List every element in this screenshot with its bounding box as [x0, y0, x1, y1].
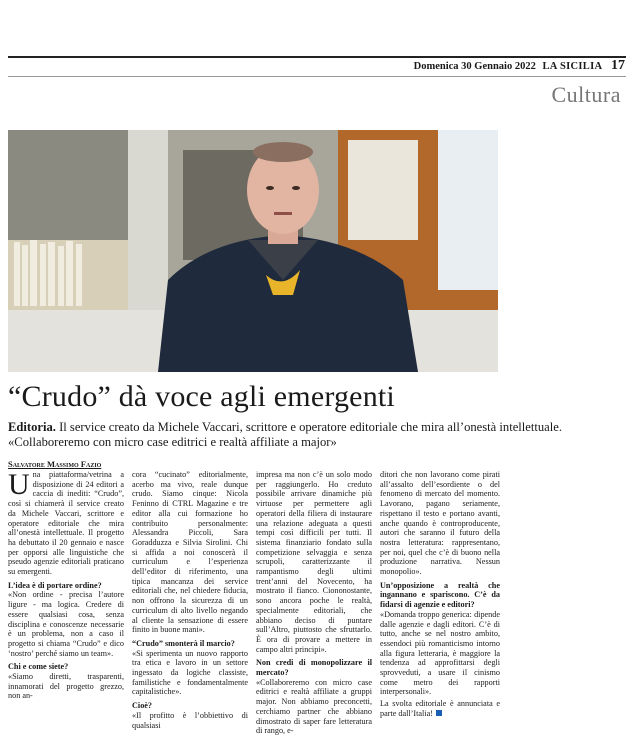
section-rule — [8, 76, 626, 77]
issue-date: Domenica 30 Gennaio 2022 — [413, 61, 536, 72]
closing-line: La svolta editoriale è annunciata e parte dall’Italia! — [380, 699, 500, 718]
question: Un’opposizione a realtà che ingannano e spariscono. C’è da fidarsi di agenzie e editori? — [380, 580, 500, 610]
article-author: Salvatore Massimo Fazio — [8, 459, 102, 469]
drop-cap: U — [8, 468, 30, 501]
portrait-illustration — [8, 130, 498, 372]
article-photo — [8, 130, 498, 372]
paragraph: «Si sperimenta un nuovo rapporto tra etica e lavoro in un settore ingessato da logiche classiste, familistiche e fondamentalmente capitalistiche». — [132, 648, 248, 697]
paragraph: «Collaboreremo con micro case editrici e realtà affiliate a gruppi major. Non abbiamo preconcetti, cerchiamo partner che abbiano dimostrato di saper fare letteratura di rango, e- — [256, 677, 372, 736]
paragraph: na piattaforma/vetrina a disposizione di 24 editori a caccia di inediti: “Crudo”, così si chiamerà il service creato da Michele Vaccari, scrittore e operatore editoriale che mira all’onestà intellettuale. Il progetto ha debuttato il 20 gennaio e nasce per opporsi alle linguistiche che pseudo agenzie editoriali praticano su emergenti. — [8, 470, 124, 577]
newspaper-name: LA SICILIA — [542, 61, 603, 72]
page-header — [414, 58, 625, 74]
column-3 — [256, 470, 372, 736]
paragraph: ditori che non lavorano come pirati all’assalto dell’esordiente o del fenomeno di mercato del momento. Lavorano, pagano seriamente, rispettano il testo e portano avanti, anche quando è controproducente, autori che saranno il futuro della nostra letteratura: rappresentano, per noi, quel che c’è di buono nella produzione narrativa. Nessun monopolio». — [380, 470, 500, 577]
question: Chi e come siete? — [8, 662, 69, 672]
page-number: 17 — [611, 58, 625, 73]
column-2 — [132, 470, 248, 730]
paragraph: cora “cucinato” editorialmente, acerbo ma vivo, reale dunque crudo. Siamo cinque: Nicola Feninno di CTRL Magazine e tre editor alla cui formazione ho contribuito personalmente: Alessandra Piccoli, Sara Goradduzza e Silvia Sirolini. Chi si affida a noi conoscerà il curriculum e l’esperienza dell’editor di riferimento, una tipica mancanza dei service editoriali che, nel chiedere fiducia, non offrono la sicurezza di un curriculum di alto livello negando al cliente la sensazione di essere finito in buone mani». — [132, 470, 248, 635]
question: L’idea è di portare ordine? — [8, 580, 102, 590]
column-1 — [8, 470, 124, 701]
article-subtitle — [8, 420, 620, 450]
paragraph: «Siamo diretti, trasparenti, innamorati del progetto grezzo, non an- — [8, 672, 124, 701]
paragraph: «Domanda troppo generica: dipende dalle agenzie e dagli editori. C’è di tutto, anche se nel nostro ambito, essendoci più romanticismo intorno alla figura letteraria, è maggiore la tendenza ad approfittarsi degli sprovveduti, a usare il cinismo come metro dei rapporti interpersonali». — [380, 609, 500, 697]
end-of-article-icon — [436, 710, 442, 716]
question: Cioè? — [132, 701, 153, 711]
question: “Crudo” smonterà il marcio? — [132, 638, 235, 648]
paragraph: «Non ordine - precisa l’autore ligure - ma logica. Credere di essere qualsiasi cosa, senza disciplina e conoscenze necessarie è un problema, non a caso il progetto si chiama “Crudo” e dico ‘nostro’ perché siamo un team». — [8, 590, 124, 658]
article-summary: Il service creato da Michele Vaccari, scrittore e operatore editoriale che mira all’onestà intellettuale. «Collaboreremo con micro case editrici e realtà affiliate a major» — [8, 420, 563, 449]
paragraph: «Il profitto è l’obbiettivo di qualsiasi — [132, 710, 248, 730]
column-4 — [380, 470, 500, 719]
article-kicker: Editoria. — [8, 420, 56, 434]
article-title: “Crudo” dà voce agli emergenti — [8, 380, 395, 413]
question: Non credi di monopolizzare il mercato? — [256, 658, 372, 678]
section-title: Cultura — [551, 82, 621, 107]
paragraph: impresa ma non c’è un solo modo per raggiungerlo. Ho creduto possibile arrivare dinamiche più virtuose per permettere agli operatori della filiera di instaurare una relazione adeguata a questi tempi così difficili per tutti. Il sistema finanziario fondato sulla competizione selvaggia e senza scrupoli, caratterizzante il rampantismo degli ultimi trent’anni del Novecento, ha mostrato il fianco. Ciononostante, sono ancora poche le realtà, specialmente editoriali, che abbiano deciso di puntare sull’Altro, piuttosto che sfruttarlo. È ora di provare a mettere in campo altri principi». — [256, 470, 372, 654]
